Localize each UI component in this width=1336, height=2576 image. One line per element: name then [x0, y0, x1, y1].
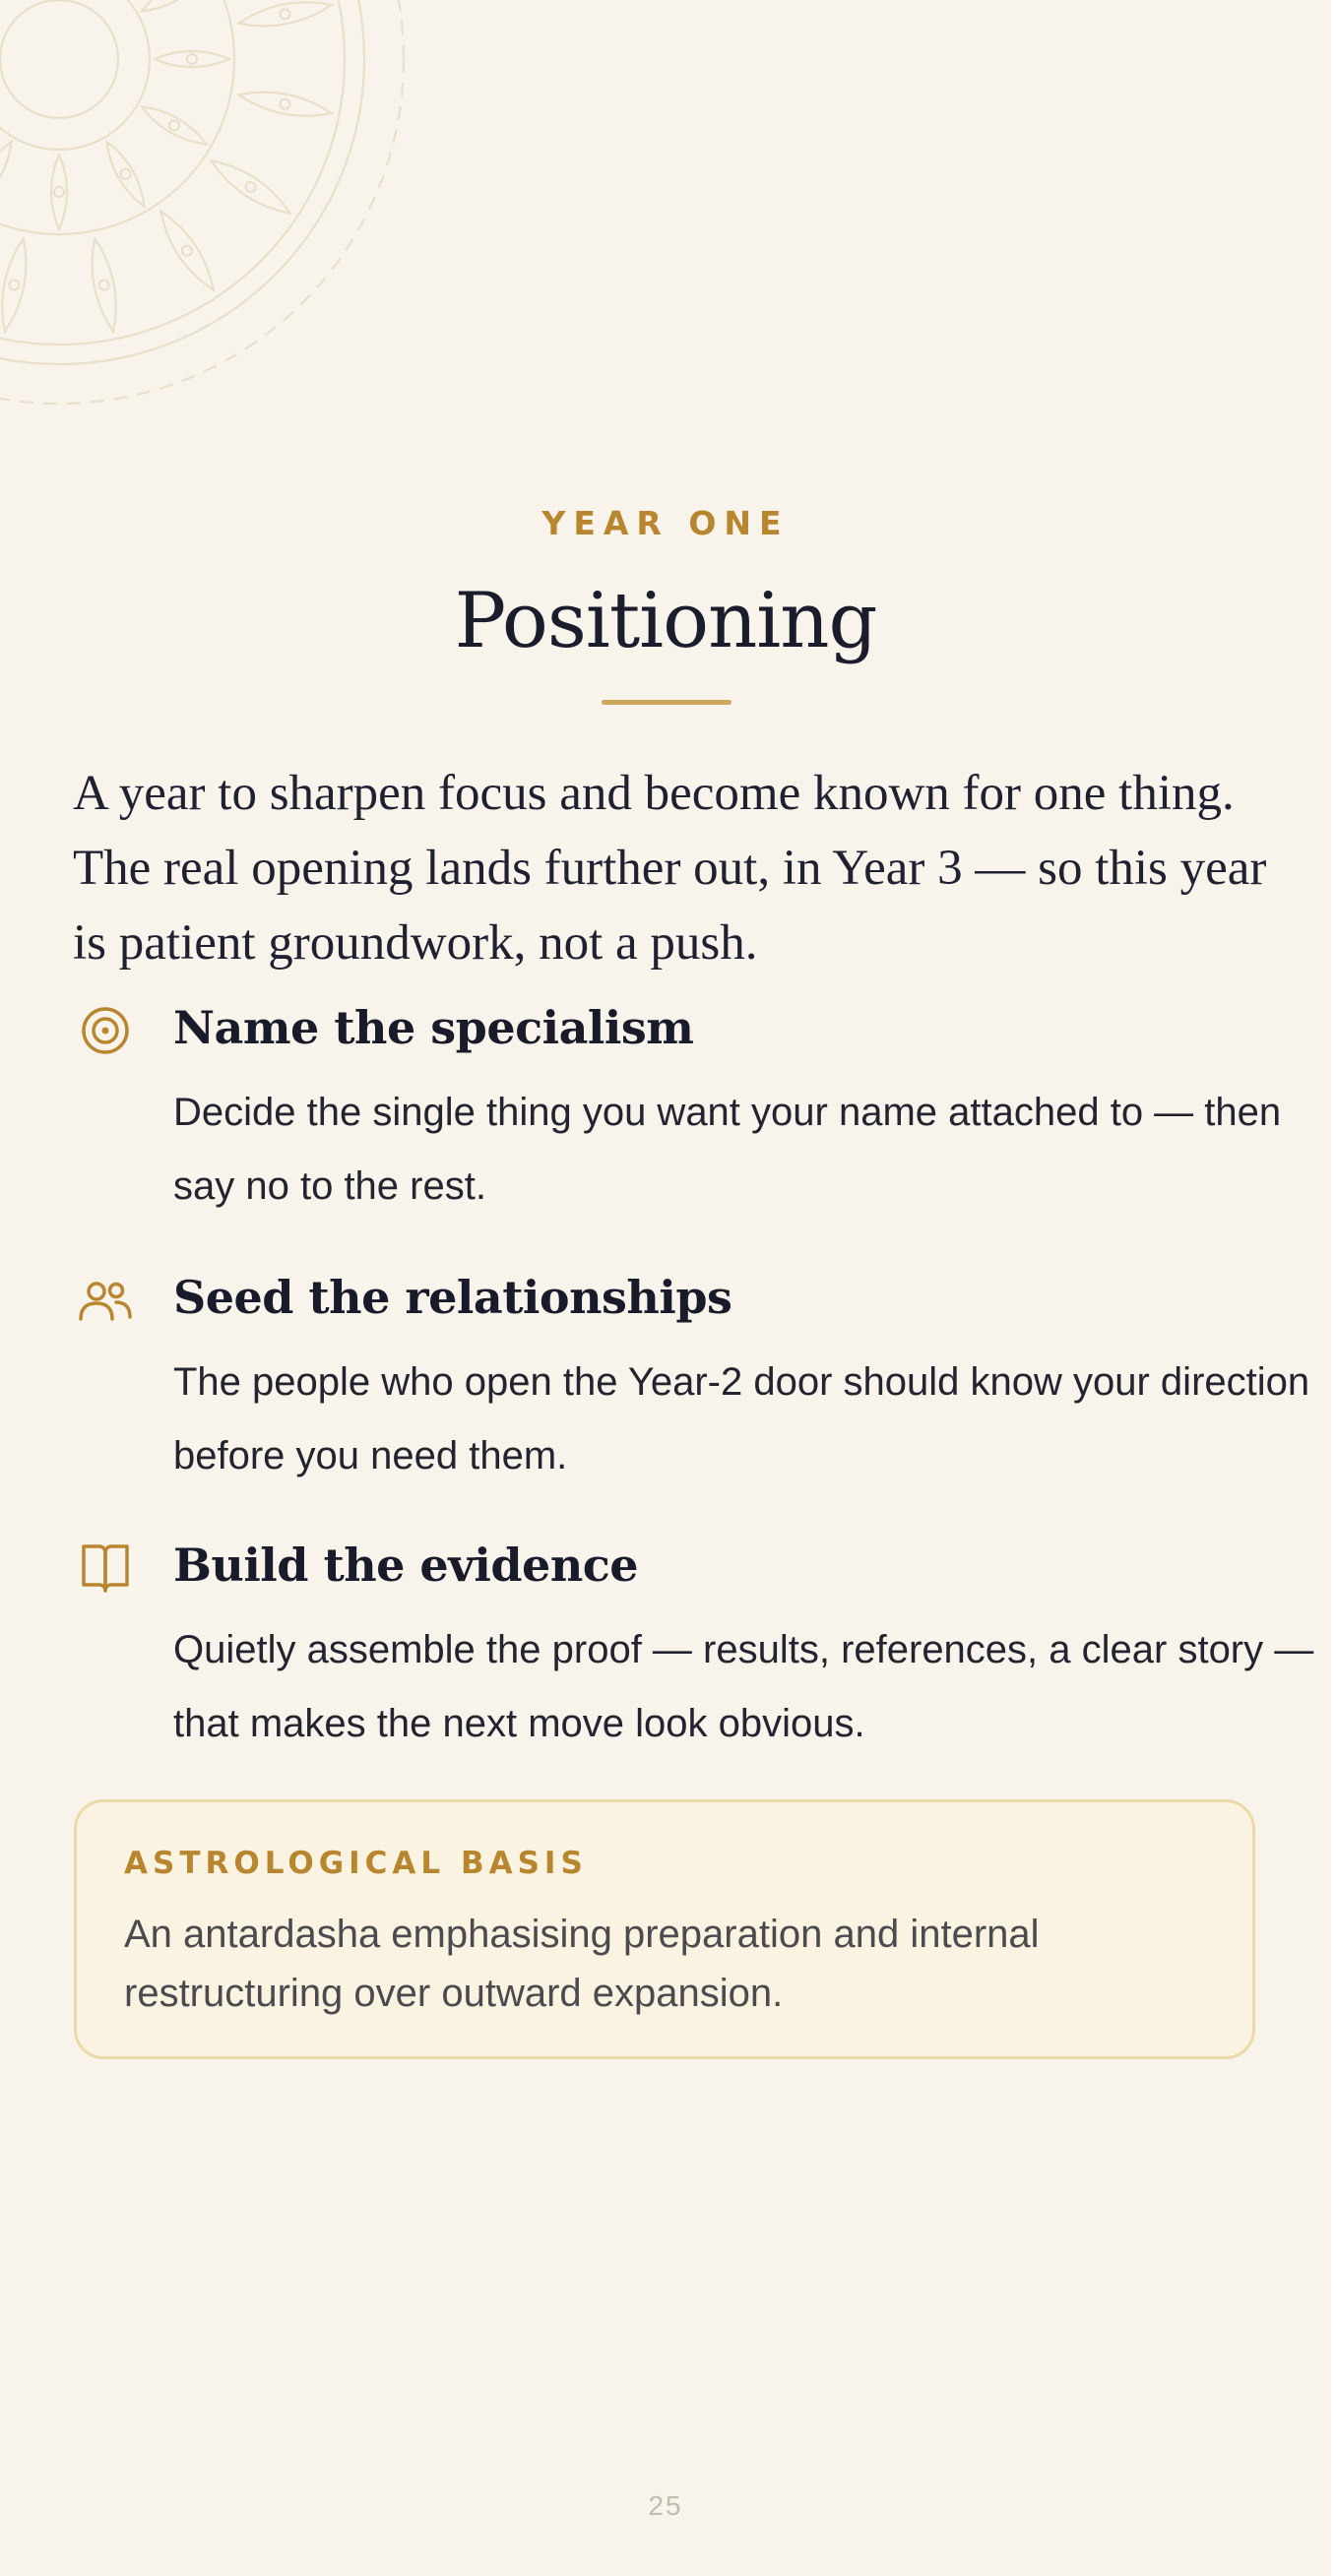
section-kicker: YEAR ONE [541, 504, 790, 542]
basis-text: An antardasha emphasising preparation and internal restructuring over outward expansion. [124, 1913, 1040, 2015]
page-title: Positioning [454, 577, 877, 665]
book-icon [73, 1533, 138, 1598]
item-description: Quietly assemble the proof — results, references, a clear story — that makes the next move look obvious. [173, 1628, 1314, 1745]
intro-paragraph: A year to sharpen focus and become known for one thing. The real opening lands further out, in Year 3 — so this year is patient groundwork, not a push. [73, 766, 1267, 971]
item-title: Seed the relationships [173, 1271, 732, 1324]
item-description: Decide the single thing you want your name attached to — then say no to the rest. [173, 1091, 1282, 1208]
mandala-ornament-icon [0, 0, 423, 423]
astrological-basis-card [74, 1799, 1255, 2059]
page-number: 25 [648, 2490, 683, 2521]
people-icon [73, 1265, 138, 1330]
item-title: Build the evidence [173, 1539, 639, 1592]
title-divider [602, 700, 732, 705]
target-icon [73, 995, 138, 1060]
basis-label: ASTROLOGICAL BASIS [124, 1846, 588, 1881]
item-title: Name the specialism [173, 1001, 694, 1054]
item-description: The people who open the Year-2 door should know your direction before you need them. [173, 1360, 1310, 1477]
